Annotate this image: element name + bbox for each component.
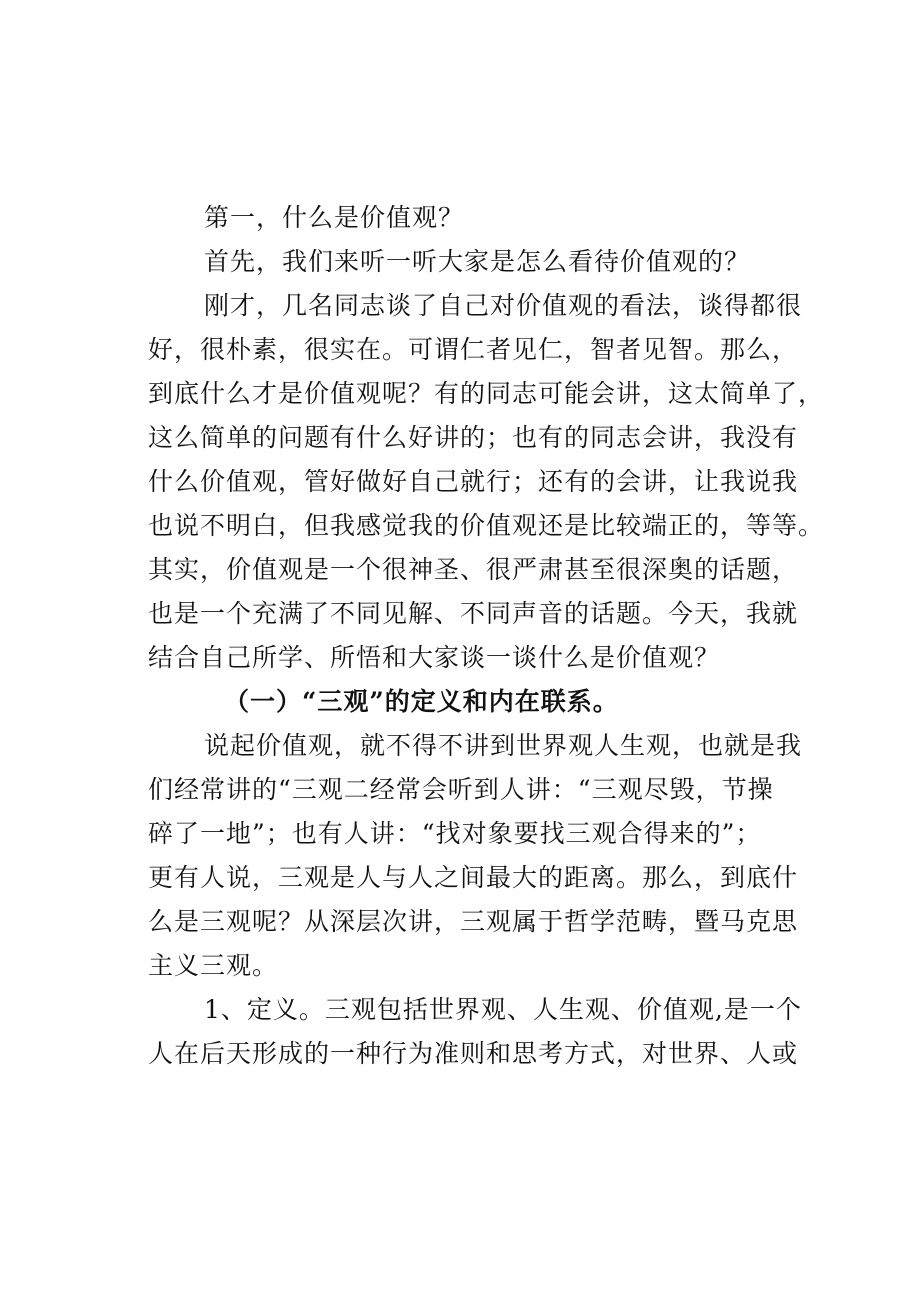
subsection-heading: （一）“三观”的定义和内在联系。 (224, 687, 619, 716)
text-line: 这么简单的问题有什么好讲的；也有的同志会讲，我没有 (148, 423, 799, 452)
text-line: 到底什么才是价值观呢？有的同志可能会讲，这太简单了， (148, 379, 825, 408)
text-line: 碎了一地”；也有人讲：“找对象要找三观合得来的”； (148, 819, 762, 848)
text-line-section-title: 第一，什么是价值观？ (204, 203, 465, 232)
text-line: 们经常讲的“三观二经常会听到人讲：“三观尽毁，节操 (148, 775, 774, 804)
text-line: 什么价值观，管好做好自己就行；还有的会讲，让我说我 (148, 467, 799, 496)
text-line: 主义三观。 (148, 951, 279, 980)
text-line: 也是一个充满了不同见解、不同声音的话题。今天，我就 (148, 599, 799, 628)
text-line: 1、定义。三观包括世界观、人生观、价值观,是一个 (204, 995, 802, 1024)
text-line: 人在后天形成的一种行为准则和思考方式，对世界、人或 (148, 1039, 799, 1068)
text-line: 好，很朴素，很实在。可谓仁者见仁，智者见智。那么， (148, 335, 799, 364)
text-line: 刚才，几名同志谈了自己对价值观的看法，谈得都很 (204, 291, 803, 320)
text-line: 么是三观呢？从深层次讲，三观属于哲学范畴，暨马克思 (148, 907, 799, 936)
text-line: 更有人说，三观是人与人之间最大的距离。那么，到底什 (148, 863, 799, 892)
text-line: 说起价值观，就不得不讲到世界观人生观，也就是我 (204, 731, 803, 760)
text-line: 首先，我们来听一听大家是怎么看待价值观的？ (204, 247, 751, 276)
text-line: 结合自己所学、所悟和大家谈一谈什么是价值观？ (148, 643, 721, 672)
text-line: 也说不明白，但我感觉我的价值观还是比较端正的，等等。 (148, 511, 825, 540)
text-line: 其实，价值观是一个很神圣、很严肃甚至很深奥的话题， (148, 555, 799, 584)
